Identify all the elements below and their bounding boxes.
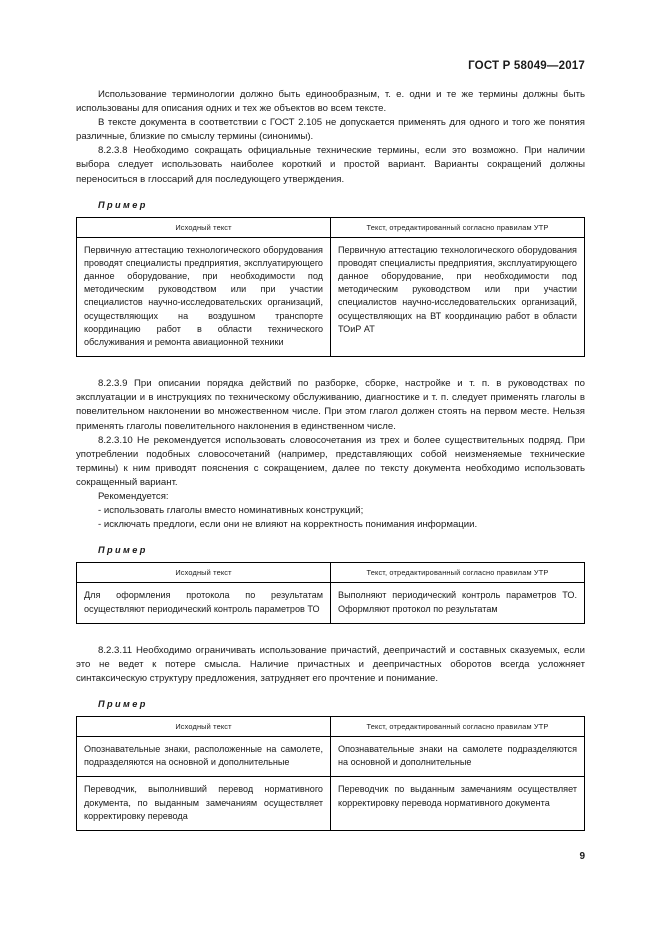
- table-column-header-edited: Текст, отредактированный согласно правилам УТР: [331, 217, 585, 237]
- table-column-header-source: Исходный текст: [77, 217, 331, 237]
- table-row: [77, 583, 585, 623]
- paragraph-recommended-intro: Рекомендуется:: [98, 491, 169, 503]
- table-column-header-source: Исходный текст: [77, 563, 331, 583]
- table-cell-edited: Опознавательные знаки на самолете подразделяются на основной и дополнительные: [331, 737, 585, 777]
- example-table-1: [76, 217, 585, 358]
- table-column-header-edited: Текст, отредактированный согласно правилам УТР: [331, 563, 585, 583]
- table-row: [77, 237, 585, 357]
- example-table-2: [76, 562, 585, 623]
- paragraph-8-2-3-10: 8.2.3.10 Не рекомендуется использовать словосочетания из трех и более существительных подряд. При употреблении подобных словосочетаний (например, представляющих собой неизменяемые технические термины) к ним приводят пояснения с сокращением, далее по тексту документа необходимо использовать сокращенный вариант.: [76, 434, 585, 488]
- page-header-standard-title: ГОСТ Р 58049—2017: [468, 60, 585, 72]
- table-row: [77, 737, 585, 777]
- table-cell-edited: Переводчик по выданным замечаниям осуществляет корректировку перевода нормативного документа: [331, 777, 585, 831]
- paragraph-8-2-3-11: 8.2.3.11 Необходимо ограничивать использование причастий, деепричастий и составных сказуемых, если это не ведет к потере смысла. Наличие причастных и деепричастных оборотов всегда усложняет синтаксическую структуру предложения, затрудняет его прочтение и понимание.: [76, 644, 585, 684]
- list-item-use-verbs: - использовать глаголы вместо номинативных конструкций;: [98, 505, 364, 517]
- table-header-row: [77, 717, 585, 737]
- table-cell-edited: Выполняют периодический контроль параметров ТО. Оформляют протокол по результатам: [331, 583, 585, 623]
- paragraph-terminology-uniform: Использование терминологии должно быть единообразным, т. е. одни и те же термины должны быть использованы для описания одних и тех же объектов во всем тексте.: [76, 89, 585, 115]
- paragraph-8-2-3-8: 8.2.3.8 Необходимо сокращать официальные технические термины, если это возможно. При наличии выбора следует использовать наиболее короткий и простой вариант. Варианты сокращений должны переноситься в глоссарий для последующего утверждения.: [76, 145, 585, 185]
- page-number: 9: [579, 851, 585, 862]
- paragraph-8-2-3-9: 8.2.3.9 При описании порядка действий по разборке, сборке, настройке и т. п. в руководствах по эксплуатации и в инструкциях по техническому обслуживанию, диагностике и т. п. следует применять глаголы в повелительном наклонении во множественном числе. При этом глагол должен стоять на первом месте. Нельзя применять глаголы повелительного наклонения в единственном числе.: [76, 378, 585, 432]
- document-content: [76, 88, 585, 831]
- table-cell-source: Для оформления протокола по результатам осуществляют периодический контроль параметров ТО: [77, 583, 331, 623]
- paragraph-synonyms: В тексте документа в соответствии с ГОСТ 2.105 не допускается применять для одного и того же понятия различные, близкие по смыслу термины (синонимы).: [76, 117, 585, 143]
- table-cell-source: Первичную аттестацию технологического оборудования проводят специалисты предприятия, эксплуатирующего данное оборудование, при необходимости под методическим руководством или при участии специалистов научно-исследовательских организаций, осуществляющих на воздушном транспорте координацию работ в области технического обслуживания и ремонта авиационной техники: [77, 237, 331, 357]
- example-table-3: [76, 716, 585, 831]
- example-label-3: Пример: [98, 699, 148, 709]
- example-label-1: Пример: [98, 199, 148, 210]
- spacer: [76, 357, 585, 377]
- table-column-header-edited: Текст, отредактированный согласно правилам УТР: [331, 717, 585, 737]
- list-item-exclude-prepositions: - исключать предлоги, если они не влияют на корректность понимания информации.: [98, 519, 478, 531]
- table-header-row: [77, 217, 585, 237]
- example-label-2: Пример: [98, 545, 148, 556]
- table-row: [77, 777, 585, 831]
- table-cell-source: Переводчик, выполнивший перевод нормативного документа, по выданным замечаниям осуществляет корректировку перевода: [77, 777, 331, 831]
- table-column-header-source: Исходный текст: [77, 717, 331, 737]
- table-cell-source: Опознавательные знаки, расположенные на самолете, подразделяются на основной и дополнительные: [77, 737, 331, 777]
- spacer: [76, 624, 585, 644]
- table-cell-edited: Первичную аттестацию технологического оборудования проводят специалисты предприятия, эксплуатирующего данное оборудование, при необходимости под методическим руководством или при участии специалистов научно-исследовательских организаций, осуществляющих на ВТ координацию работ в области ТОиР АТ: [331, 237, 585, 357]
- table-header-row: [77, 563, 585, 583]
